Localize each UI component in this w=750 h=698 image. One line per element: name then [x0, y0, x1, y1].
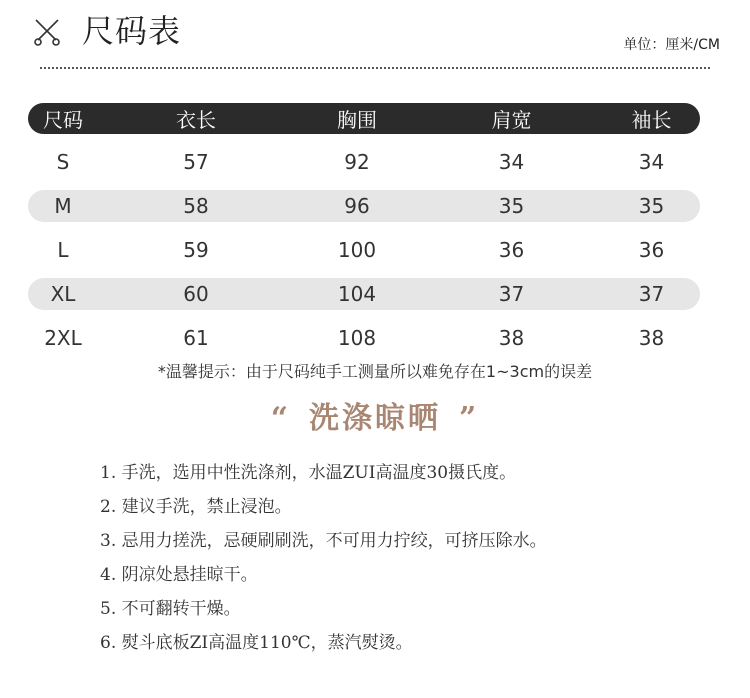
table-cell: 61 — [183, 326, 209, 350]
header-cell: 肩宽 — [491, 108, 532, 132]
table-row — [28, 190, 700, 222]
header — [0, 0, 750, 70]
table-row — [28, 322, 700, 354]
list-item: 4. 阴凉处悬挂晾干。 — [100, 565, 258, 585]
close-quote: ” — [459, 401, 480, 436]
list-item: 3. 忌用力搓洗，忌硬刷刷洗，不可用力拧绞，可挤压除水。 — [100, 531, 547, 551]
table-cell: M — [54, 194, 72, 218]
table-cell: L — [57, 238, 69, 262]
size-table — [28, 103, 700, 366]
table-cell: 34 — [638, 150, 665, 174]
list-item: 5. 不可翻转干燥。 — [100, 599, 241, 619]
table-cell: 36 — [638, 238, 665, 262]
divider — [40, 67, 710, 69]
table-cell: 38 — [498, 326, 525, 350]
table-row — [28, 278, 700, 310]
table-cell: 100 — [337, 238, 377, 262]
header-cell: 胸围 — [337, 108, 377, 132]
list-item: 1. 手洗，选用中性洗涤剂，水温ZUI高温度30摄氏度。 — [100, 463, 517, 483]
table-cell: 36 — [498, 238, 525, 262]
table-cell: 60 — [183, 282, 209, 306]
care-title — [0, 393, 750, 437]
list-item: 2. 建议手洗，禁止浸泡。 — [100, 497, 292, 517]
measurement-note: *温馨提示：由于尺码纯手工测量所以难免存在1~3cm的误差 — [157, 362, 593, 381]
table-cell: 92 — [344, 150, 370, 174]
table-cell: 37 — [498, 282, 525, 306]
care-title-text: 洗涤晾晒 — [309, 401, 441, 436]
scissors-icon — [32, 16, 62, 46]
page-title: 尺码表 — [82, 12, 182, 50]
care-instructions — [100, 459, 547, 663]
unit-label: 单位：厘米/CM — [623, 37, 720, 53]
table-cell: 108 — [337, 326, 377, 350]
table-cell: 59 — [183, 238, 209, 262]
header-cell: 衣长 — [176, 108, 216, 132]
table-cell: S — [56, 150, 70, 174]
table-cell: 35 — [498, 194, 525, 218]
table-row — [28, 146, 700, 178]
table-row — [28, 234, 700, 266]
table-header — [28, 103, 700, 134]
table-cell: 34 — [498, 150, 525, 174]
header-cell: 袖长 — [631, 108, 672, 132]
table-cell: 35 — [638, 194, 665, 218]
table-cell: 57 — [183, 150, 209, 174]
table-cell: XL — [50, 282, 76, 306]
table-cell: 37 — [638, 282, 665, 306]
header-cell: 尺码 — [43, 108, 83, 132]
table-cell: 2XL — [44, 326, 82, 350]
table-cell: 38 — [638, 326, 665, 350]
open-quote: “ — [270, 401, 291, 436]
table-cell: 104 — [337, 282, 377, 306]
table-cell: 96 — [344, 194, 370, 218]
table-cell: 58 — [183, 194, 209, 218]
list-item: 6. 熨斗底板ZI高温度110℃，蒸汽熨烫。 — [100, 633, 413, 653]
